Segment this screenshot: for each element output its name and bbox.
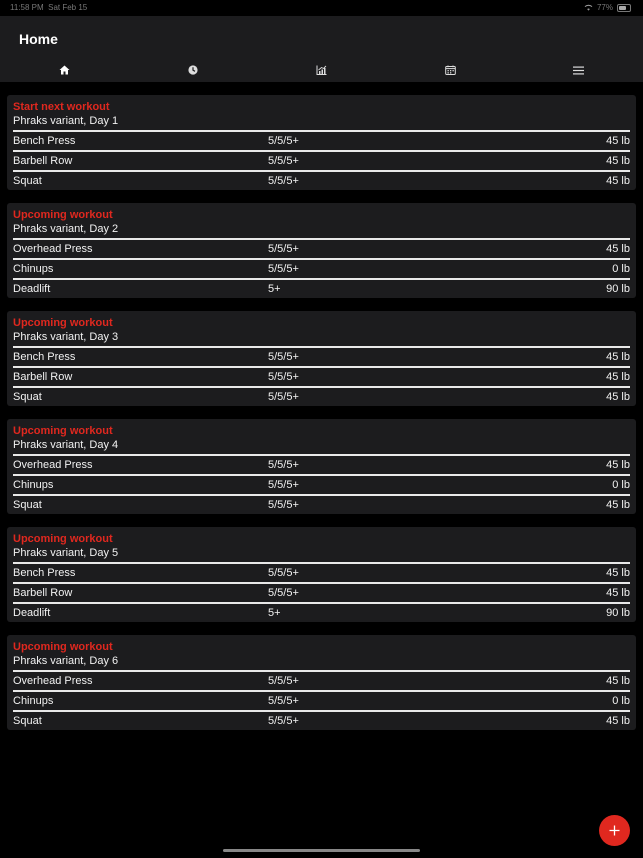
- exercise-sets: 5/5/5+: [268, 499, 299, 511]
- exercise-row[interactable]: [13, 150, 630, 170]
- exercise-sets: 5+: [268, 283, 281, 295]
- workout-status-label: Upcoming workout: [13, 425, 113, 437]
- exercise-sets: 5/5/5+: [268, 371, 299, 383]
- clock-icon: [188, 65, 198, 75]
- workout-card[interactable]: [7, 311, 636, 406]
- exercise-weight: 45 lb: [606, 175, 630, 187]
- exercise-name: Bench Press: [13, 135, 76, 147]
- workout-name: Phraks variant, Day 5: [13, 547, 119, 559]
- tab-graphs[interactable]: [301, 60, 341, 80]
- chart-icon: [316, 65, 327, 75]
- workout-status-label: Start next workout: [13, 101, 110, 113]
- exercise-name: Chinups: [13, 263, 54, 275]
- exercise-name: Overhead Press: [13, 459, 93, 471]
- exercise-name: Chinups: [13, 695, 54, 707]
- exercise-row[interactable]: [13, 710, 630, 730]
- exercise-sets: 5/5/5+: [268, 351, 299, 363]
- exercise-row[interactable]: [13, 670, 630, 690]
- exercise-weight: 90 lb: [606, 607, 630, 619]
- exercise-row[interactable]: [13, 562, 630, 582]
- exercise-name: Overhead Press: [13, 243, 93, 255]
- exercise-row[interactable]: [13, 582, 630, 602]
- exercise-name: Overhead Press: [13, 675, 93, 687]
- exercise-weight: 45 lb: [606, 135, 630, 147]
- exercise-weight: 0 lb: [612, 479, 630, 491]
- workout-list: [7, 95, 636, 743]
- exercise-name: Barbell Row: [13, 587, 73, 599]
- exercise-weight: 45 lb: [606, 715, 630, 727]
- menu-icon: [573, 66, 584, 75]
- exercise-row[interactable]: [13, 494, 630, 514]
- workout-status-label: Upcoming workout: [13, 641, 113, 653]
- exercise-name: Deadlift: [13, 607, 51, 619]
- exercise-sets: 5+: [268, 607, 281, 619]
- exercise-row[interactable]: [13, 366, 630, 386]
- workout-card[interactable]: [7, 527, 636, 622]
- exercise-name: Deadlift: [13, 283, 51, 295]
- status-bar: [0, 0, 643, 16]
- add-workout-button[interactable]: [599, 815, 630, 846]
- workout-name: Phraks variant, Day 6: [13, 655, 119, 667]
- exercise-name: Barbell Row: [13, 155, 73, 167]
- exercise-sets: 5/5/5+: [268, 135, 299, 147]
- exercise-weight: 45 lb: [606, 371, 630, 383]
- exercise-name: Squat: [13, 715, 42, 727]
- exercise-name: Bench Press: [13, 351, 76, 363]
- workout-status-label: Upcoming workout: [13, 533, 113, 545]
- exercise-name: Squat: [13, 391, 42, 403]
- exercise-weight: 45 lb: [606, 351, 630, 363]
- exercise-sets: 5/5/5+: [268, 715, 299, 727]
- exercise-sets: 5/5/5+: [268, 263, 299, 275]
- workout-name: Phraks variant, Day 3: [13, 331, 119, 343]
- exercise-row[interactable]: [13, 602, 630, 622]
- home-indicator: [223, 849, 420, 852]
- workout-status-label: Upcoming workout: [13, 209, 113, 221]
- exercise-weight: 45 lb: [606, 459, 630, 471]
- exercise-sets: 5/5/5+: [268, 175, 299, 187]
- exercise-sets: 5/5/5+: [268, 587, 299, 599]
- wifi-icon: [584, 4, 593, 11]
- header: [0, 16, 643, 82]
- exercise-sets: 5/5/5+: [268, 459, 299, 471]
- exercise-weight: 0 lb: [612, 263, 630, 275]
- exercise-weight: 45 lb: [606, 499, 630, 511]
- exercise-weight: 0 lb: [612, 695, 630, 707]
- exercise-row[interactable]: [13, 454, 630, 474]
- calendar-icon: [445, 65, 456, 75]
- workout-card[interactable]: [7, 635, 636, 730]
- tab-bar: [0, 60, 643, 80]
- exercise-weight: 45 lb: [606, 243, 630, 255]
- exercise-weight: 45 lb: [606, 675, 630, 687]
- exercise-sets: 5/5/5+: [268, 243, 299, 255]
- exercise-sets: 5/5/5+: [268, 567, 299, 579]
- status-time: 11:58 PM Sat Feb 15: [10, 3, 88, 12]
- workout-name: Phraks variant, Day 1: [13, 115, 119, 127]
- workout-name: Phraks variant, Day 4: [13, 439, 119, 451]
- exercise-sets: 5/5/5+: [268, 391, 299, 403]
- battery-percent: 77%: [596, 3, 613, 12]
- plus-icon: [609, 825, 620, 836]
- exercise-row[interactable]: [13, 474, 630, 494]
- exercise-weight: 45 lb: [606, 155, 630, 167]
- exercise-sets: 5/5/5+: [268, 155, 299, 167]
- exercise-row[interactable]: [13, 130, 630, 150]
- workout-card[interactable]: [7, 95, 636, 190]
- exercise-row[interactable]: [13, 278, 630, 298]
- exercise-row[interactable]: [13, 258, 630, 278]
- exercise-weight: 45 lb: [606, 391, 630, 403]
- exercise-weight: 45 lb: [606, 587, 630, 599]
- exercise-name: Squat: [13, 175, 42, 187]
- exercise-row[interactable]: [13, 170, 630, 190]
- exercise-row[interactable]: [13, 690, 630, 710]
- tab-calendar[interactable]: [430, 60, 470, 80]
- workout-card[interactable]: [7, 419, 636, 514]
- tab-menu[interactable]: [558, 60, 598, 80]
- exercise-weight: 45 lb: [606, 567, 630, 579]
- exercise-name: Bench Press: [13, 567, 76, 579]
- home-icon: [59, 65, 70, 75]
- exercise-row[interactable]: [13, 346, 630, 366]
- exercise-sets: 5/5/5+: [268, 695, 299, 707]
- workout-status-label: Upcoming workout: [13, 317, 113, 329]
- page-title: Home: [19, 31, 58, 47]
- tab-history[interactable]: [173, 60, 213, 80]
- workout-card[interactable]: [7, 203, 636, 298]
- exercise-sets: 5/5/5+: [268, 479, 299, 491]
- exercise-weight: 90 lb: [606, 283, 630, 295]
- exercise-row[interactable]: [13, 386, 630, 406]
- status-right: [584, 3, 631, 12]
- workout-name: Phraks variant, Day 2: [13, 223, 119, 235]
- exercise-name: Barbell Row: [13, 371, 73, 383]
- tab-home[interactable]: [44, 60, 84, 80]
- exercise-row[interactable]: [13, 238, 630, 258]
- battery-icon: [617, 4, 631, 12]
- exercise-name: Squat: [13, 499, 42, 511]
- exercise-name: Chinups: [13, 479, 54, 491]
- exercise-sets: 5/5/5+: [268, 675, 299, 687]
